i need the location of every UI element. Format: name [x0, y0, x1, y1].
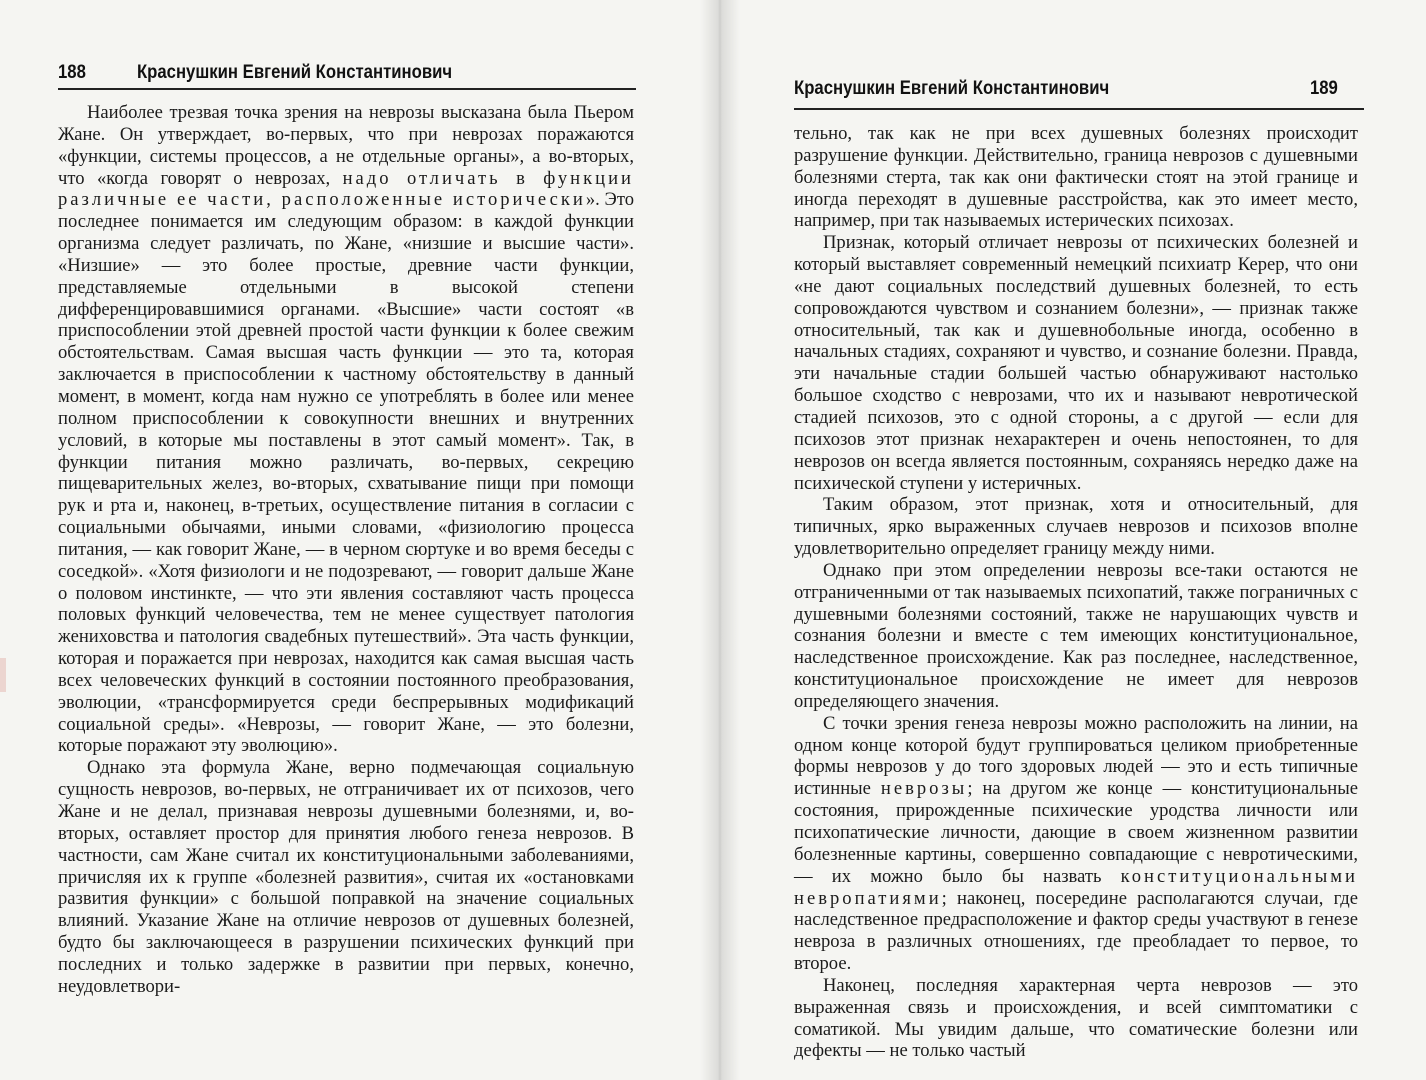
- running-head: Краснушкин Евгений Константинович: [794, 78, 1110, 99]
- text-run: ; наконец, посередине располагаются случаи, где наследственное предрасположение и фактор среды участвуют в генезе невроза в различных отношениях, где преобладает то первое, то второе.: [794, 887, 1358, 975]
- paragraph: [794, 123, 1358, 232]
- page-number: 189: [1309, 78, 1338, 99]
- paragraph: [58, 102, 634, 757]
- text-run: С точки зрения генеза неврозы можно расположить на линии, на одном конце которой будут группироваться целиком приобретенные формы неврозов у до того здоровых людей — это и есть типичные истинные: [794, 712, 1358, 800]
- header-rule: [794, 108, 1364, 110]
- paragraph: [794, 560, 1358, 713]
- right-page: [724, 0, 1426, 1080]
- spaced-emphasis-text: неврозы: [880, 778, 968, 800]
- page-stain: [0, 658, 6, 692]
- text-run: Признак, который отличает неврозы от психических болезней и который выставляет современный немецкий психиатр Керер, что они «не дают социальных последствий душевных болезней, то есть сопровождаются чувством и сознанием болезни», — признак также относительный, так как и душевнобольные иногда, особенно в начальных стадиях, сохраняют и чувство, и сознание болезни. Правда, эти начальные стадии большей частью обнаруживают настолько большое сходство с неврозами, что их и называют невротической стадией психозов, это с одной стороны, а с другой — если для психозов этот признак нехарактерен и очень непостоянен, то для неврозов он всегда является постоянным, сохраняясь нередко даже на психической ступени у истеричных.: [794, 232, 1358, 494]
- right-page-header: [794, 78, 1348, 100]
- paragraph: [58, 757, 634, 997]
- paragraph: [794, 975, 1358, 1062]
- text-run: Наконец, последняя характерная черта неврозов — это выраженная связь и происхождения, и всей симптоматики с соматикой. Мы увидим дальше, что соматические болезни или дефекты — не только частый: [794, 974, 1358, 1062]
- text-run: Таким образом, этот признак, хотя и относительный, для типичных, ярко выраженных случаев неврозов и психозов вполне удовлетворительно определяет границу между ними.: [794, 494, 1358, 560]
- left-page: [0, 0, 712, 1080]
- text-run: ; на другом же конце — конституциональные состояния, прирожденные психические уродства личности или психопатические личности, дающие в своем жизненном развитии болезненные картины, совершенно совпадающие с невротическими, — их можно было бы назвать: [794, 778, 1358, 887]
- text-run: Однако эта формула Жане, верно подмечающая социальную сущность неврозов, во-первых, не отграничивает их от психозов, чего Жане и не делал, признавая неврозы душевными болезнями, и, во-вторых, оставляет простор для принятия любого генеза неврозов. В частности, сам Жане считал их конституциональными заболеваниями, причисляя их к группе «болезней развития», считая их «остановками развития функции» с большой поправкой на значение социальных влияний. Указание Жане на отличие неврозов от душевных болезней, будто бы заключающееся в разрушении психических функций при последних и только задержке в развитии при первых, конечно, неудовлетвори-: [58, 757, 634, 997]
- spaced-emphasis-text: надо отличать в функции различные ее части, расположенные исторически: [58, 167, 634, 211]
- left-page-header: [58, 62, 617, 84]
- spaced-emphasis-text: конституциональными невропатиями: [794, 865, 1358, 909]
- right-page-text: [794, 123, 1358, 1062]
- header-rule: [58, 88, 636, 90]
- page-number: 188: [58, 62, 86, 83]
- left-page-text: [58, 102, 634, 998]
- paragraph: [794, 494, 1358, 560]
- running-head: Краснушкин Евгений Константинович: [136, 62, 453, 83]
- text-run: Наиболее трезвая точка зрения на неврозы высказана была Пьером Жане. Он утверждает, во-первых, что при неврозах поражаются «функции, системы процессов, а не отдельные органы», а во-вторых, что «когда говорят о неврозах,: [58, 102, 634, 189]
- paragraph: [794, 232, 1358, 494]
- text-run: ». Это последнее понимается им следующим образом: в каждой функции организма следует различать, по Жане, «низшие и высшие части». «Низшие» — это более простые, древние части функции, представляемые отдельными в высокой степени дифференцировавшимися органами. «Высшие» части состоят «в приспособлении этой древней простой части функции к более свежим обстоятельствам. Самая высшая часть функции — это та, которая заключается в приспособлении к частному обстоятельству в данный момент, в момент, когда нам нужно се употреблять в более или менее полном приспособлении к совокупности внешних и внутренних условий, в которые мы поставлены в этот самый момент». Так, в функции питания можно различать, во-первых, секрецию пищеварительных желез, во-вторых, схватывание пищи при помощи рук и рта и, наконец, в-третьих, осуществление питания в согласии с социальными обычаями, иными словами, «физиологию процесса питания, — как говорит Жане, — в черном сюртуке и во время беседы с соседкой». «Хотя физиологи и не подозревают, — говорит дальше Жане о половом инстинкте, — что эти явления составляют часть процесса половых функций человечества, тем не менее существует патология жениховства и патология свадебных путешествий». Эта часть функции, которая и поражается при неврозах, находится как самая высшая часть всех человеческих функций в состоянии постоянного преобразования, эволюции, «трансформируется среди беспрерывных модификаций социальной среды». «Неврозы, — говорит Жане, — это болезни, которые поражают эту эволюцию».: [58, 189, 635, 757]
- text-run: Однако при этом определении неврозы все-таки остаются не отграниченными от так называемых психопатий, также пограничных с душевными болезнями состояний, также не нарушающих чувств и сознания болезни и вместе с тем имеющих конституциональное, наследственное происхождение. Как раз последнее, наследственное, конституциональное происхождение не имеет для неврозов определяющего значения.: [794, 559, 1358, 712]
- paragraph: [794, 713, 1358, 975]
- text-run: тельно, так как не при всех душевных болезнях происходит разрушение функции. Действительно, граница неврозов с душевными болезнями стерта, так как они фактически стоят на этой границе и иногда переходят в душевные расстройства, как это имеет место, например, при так называемых истерических психозах.: [794, 123, 1358, 232]
